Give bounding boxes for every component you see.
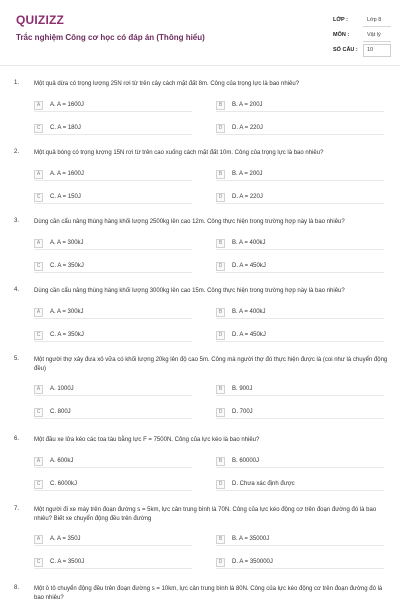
- option-letter-badge: D: [216, 558, 225, 567]
- option-letter-badge: B: [216, 535, 225, 544]
- answer-option-b[interactable]: [216, 100, 384, 112]
- question-number: 7.: [14, 506, 20, 512]
- option-letter-badge: C: [34, 124, 43, 133]
- option-text: B. A = 400kJ: [232, 240, 266, 246]
- meta-count-row: [333, 44, 391, 59]
- worksheet-header: [0, 0, 400, 66]
- option-text: C. 6000kJ: [50, 481, 78, 487]
- meta-subject-label: MÔN :: [333, 32, 350, 38]
- meta-class-value: Lớp 8: [367, 17, 382, 23]
- question-text: Dùng cần cẩu nâng thùng hàng khối lượng 3000kg lên cao 15m. Công thực hiện trong trường hợp này là bao nhiêu?: [34, 288, 345, 294]
- option-letter-badge: C: [34, 331, 43, 340]
- option-letter-badge: B: [216, 385, 225, 394]
- answer-option-c[interactable]: [34, 123, 192, 135]
- option-text: C. 800J: [50, 409, 71, 415]
- answer-option-b[interactable]: [216, 307, 384, 319]
- answer-option-a[interactable]: [34, 384, 192, 396]
- option-letter-badge: C: [34, 262, 43, 271]
- option-text: A. A = 350J: [50, 536, 81, 542]
- question-text: Dùng cần cẩu nâng thùng hàng khối lượng 2500kg lên cao 12m. Công thực hiện trong trường hợp này là bao nhiêu?: [34, 219, 345, 225]
- answer-option-d[interactable]: [216, 192, 384, 204]
- meta-subject-row: [333, 29, 391, 44]
- option-text: B. A = 400kJ: [232, 309, 266, 315]
- option-text: B. 60000J: [232, 458, 260, 464]
- meta-class-line: [363, 26, 391, 27]
- question-text: Một quả dừa có trọng lượng 25N rơi từ trên cây cách mặt đất 8m. Công của trọng lực là bao nhiêu?: [34, 81, 300, 87]
- option-letter-badge: A: [34, 385, 43, 394]
- answer-option-b[interactable]: [216, 534, 384, 546]
- option-letter-badge: B: [216, 170, 225, 179]
- option-letter-badge: C: [34, 480, 43, 489]
- answer-option-a[interactable]: [34, 534, 192, 546]
- question-number: 8.: [14, 585, 20, 591]
- question-number: 3.: [14, 218, 20, 224]
- answer-option-b[interactable]: [216, 384, 384, 396]
- meta-class-label: LỚP :: [333, 17, 348, 23]
- option-text: D. A = 450kJ: [232, 332, 266, 338]
- meta-count-value: 10: [367, 47, 374, 53]
- worksheet-title: Trắc nghiệm Công cơ học có đáp án (Thông hiểu): [16, 33, 205, 42]
- question-number: 4.: [14, 287, 20, 293]
- answer-option-c[interactable]: [34, 330, 192, 342]
- answer-option-c[interactable]: [34, 261, 192, 273]
- answer-option-d[interactable]: [216, 557, 384, 569]
- answer-option-a[interactable]: [34, 456, 192, 468]
- meta-count-label: SỐ CÂU :: [333, 47, 358, 53]
- option-letter-badge: A: [34, 535, 43, 544]
- question-text: Một quả bóng có trọng lượng 15N rơi từ trên cao xuống cách mặt đất 10m. Công của trọng lực là bao nhiêu?: [34, 150, 324, 156]
- option-text: A. A = 300kJ: [50, 309, 84, 315]
- worksheet-meta: [333, 14, 391, 59]
- answer-option-a[interactable]: [34, 100, 192, 112]
- option-text: A. 600kJ: [50, 458, 74, 464]
- option-letter-badge: B: [216, 101, 225, 110]
- option-letter-badge: D: [216, 331, 225, 340]
- answer-option-d[interactable]: [216, 479, 384, 491]
- option-text: C. A = 350kJ: [50, 263, 84, 269]
- option-letter-badge: D: [216, 408, 225, 417]
- option-text: A. 1000J: [50, 386, 74, 392]
- answer-option-a[interactable]: [34, 307, 192, 319]
- option-text: B. A = 200J: [232, 171, 263, 177]
- answer-option-c[interactable]: [34, 557, 192, 569]
- option-text: A. A = 1600J: [50, 171, 84, 177]
- option-text: D. A = 220J: [232, 194, 263, 200]
- option-letter-badge: A: [34, 170, 43, 179]
- quizizz-logo: QUIZIZZ: [16, 13, 65, 27]
- question-text: Một người thợ xây đưa xô vữa có khối lượng 20kg lên độ cao 5m. Công mà người thợ đó thực hiện được là (coi như là chuyển động đều): [34, 357, 388, 372]
- option-letter-badge: C: [34, 193, 43, 202]
- option-text: B. A = 35000J: [232, 536, 270, 542]
- question-text: Một ô tô chuyển động đều trên đoạn đường s = 10km, lực cản trung bình là 80N. Công của lực kéo động cơ trên đoạn đường đó là bao nhiêu?: [34, 586, 383, 600]
- option-letter-badge: B: [216, 239, 225, 248]
- answer-option-d[interactable]: [216, 123, 384, 135]
- question-text: Một người đi xe máy trên đoạn đường s = 5km, lực cản trung bình là 70N. Công của lực kéo động cơ trên đoạn đường đó là bao nhiêu? Biết xe chuyển động đều trên đường: [34, 507, 377, 522]
- option-text: C. A = 350kJ: [50, 332, 84, 338]
- answer-option-c[interactable]: [34, 407, 192, 419]
- option-text: D. A = 450kJ: [232, 263, 266, 269]
- meta-subject-line: [363, 41, 391, 42]
- answer-option-b[interactable]: [216, 456, 384, 468]
- option-text: C. A = 150J: [50, 194, 81, 200]
- answer-option-a[interactable]: [34, 238, 192, 250]
- option-letter-badge: D: [216, 124, 225, 133]
- option-letter-badge: A: [34, 101, 43, 110]
- option-text: B. A = 200J: [232, 102, 263, 108]
- question-number: 1.: [14, 80, 20, 86]
- meta-subject-value: Vật lý: [367, 32, 381, 38]
- answer-option-c[interactable]: [34, 479, 192, 491]
- option-letter-badge: A: [34, 308, 43, 317]
- option-letter-badge: B: [216, 308, 225, 317]
- option-letter-badge: D: [216, 193, 225, 202]
- question-number: 5.: [14, 356, 20, 362]
- question-number: 6.: [14, 436, 20, 442]
- answer-option-a[interactable]: [34, 169, 192, 181]
- option-text: B. 900J: [232, 386, 253, 392]
- option-letter-badge: D: [216, 480, 225, 489]
- option-text: D. A = 350000J: [232, 559, 273, 565]
- option-letter-badge: A: [34, 457, 43, 466]
- option-letter-badge: C: [34, 558, 43, 567]
- option-letter-badge: D: [216, 262, 225, 271]
- question-text: Một đầu xe lửa kéo các toa tàu bằng lực F = 7500N. Công của lực kéo là bao nhiêu?: [34, 437, 260, 443]
- option-text: D. 700J: [232, 409, 253, 415]
- answer-option-d[interactable]: [216, 330, 384, 342]
- option-text: C. A = 3500J: [50, 559, 85, 565]
- answer-option-b[interactable]: [216, 169, 384, 181]
- answer-option-d[interactable]: [216, 407, 384, 419]
- option-text: C. A = 180J: [50, 125, 81, 131]
- answer-option-d[interactable]: [216, 261, 384, 273]
- answer-option-c[interactable]: [34, 192, 192, 204]
- answer-option-b[interactable]: [216, 238, 384, 250]
- option-text: A. A = 300kJ: [50, 240, 84, 246]
- option-letter-badge: C: [34, 408, 43, 417]
- option-text: D. A = 220J: [232, 125, 263, 131]
- option-letter-badge: B: [216, 457, 225, 466]
- option-letter-badge: A: [34, 239, 43, 248]
- option-text: A. A = 1600J: [50, 102, 84, 108]
- meta-class-row: [333, 14, 391, 29]
- option-text: D. Chưa xác định được: [232, 481, 295, 487]
- question-number: 2.: [14, 149, 20, 155]
